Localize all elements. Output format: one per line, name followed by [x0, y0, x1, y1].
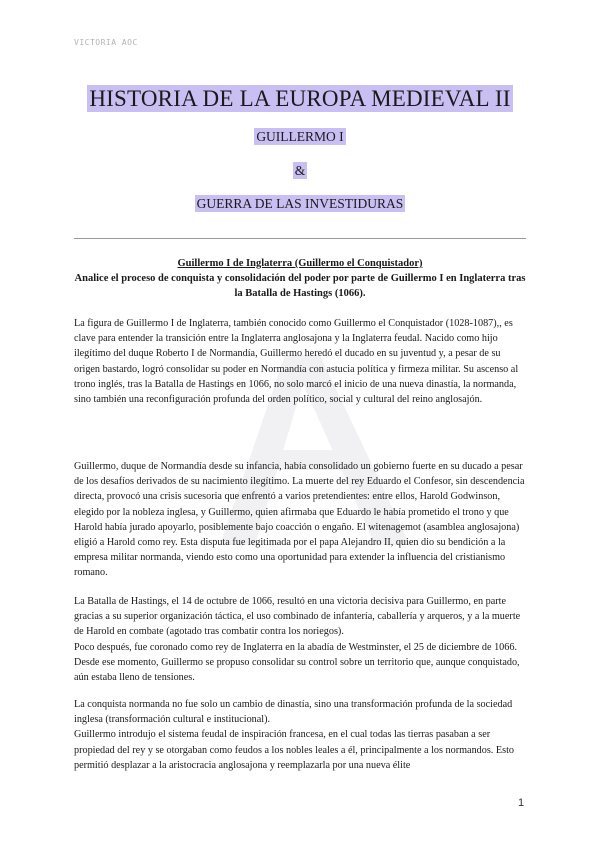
- paragraph-4b: Guillermo introdujo el sistema feudal de inspiración francesa, en el cual todas las tierras pasaban a ser propiedad del rey y se otorgaban como feudos a los nobles leales a él, principalmente a los normandos. Esto permitió desplazar a la aristocracia anglosajona y reemplazarla por una nueva élite: [74, 729, 515, 771]
- section-question: Analice el proceso de conquista y consolidación del poder por parte de Guillermo I en Inglaterra tras la Batalla de Hastings (1066).: [74, 273, 526, 299]
- author-tag: VICTORIA AOC: [74, 38, 138, 47]
- section-heading: [74, 256, 526, 301]
- subtitle-guillermo: GUILLERMO I: [256, 129, 344, 144]
- paragraph-3a: La Batalla de Hastings, el 14 de octubre de 1066, resultó en una victoria decisiva para Guillermo, en parte gracias a su superior organización táctica, el uso combinado de infantería, caballería y arqueros, y a la muerte de Harold en combate (agotado tras combatir contra los noriegos).: [74, 596, 521, 638]
- horizontal-divider: [74, 238, 526, 239]
- paragraph-4a: La conquista normanda no fue solo un cambio de dinastía, sino una transformación profunda de la sociedad inglesa (transformación cultural e institucional).: [74, 699, 513, 726]
- paragraph-2: Guillermo, duque de Normandía desde su infancia, había consolidado un gobierno fuerte en su ducado a pesar de los desafíos derivados de su nacimiento ilegítimo. La muerte del rey Eduardo el Confesor, sin descendencia directa, provocó una crisis sucesoria que enfrentó a varios pretendientes: entre ellos, Harold Godwinson, elegido por la nobleza inglesa, y Guillermo, quien afirmaba que Eduardo le había prometido el trono y que Harold había jurado apoyarlo, posiblemente bajo coacción o engaño. El witenagemot (asamblea anglosajona) eligió a Harold como rey. Esta disputa fue legitimada por el papa Alejandro II, quien dio su bendición a la empresa militar normanda, viendo esto como una oportunidad para extender la influencia del cristianismo romano.: [74, 461, 525, 579]
- paragraph-3: [74, 594, 526, 685]
- paragraph-3b: Poco después, fue coronado como rey de Inglaterra en la abadía de Westminster, el 25 de diciembre de 1066. Desde ese momento, Guillermo se propuso consolidar su control sobre un territorio que, aunque conquistado, aún estaba lleno de tensiones.: [74, 641, 520, 684]
- section-title: Guillermo I de Inglaterra (Guillermo el Conquistador): [177, 258, 423, 269]
- paragraph-1: La figura de Guillermo I de Inglaterra, también conocido como Guillermo el Conquistador (1028-1087),, es clave para entender la transición entre la Inglaterra anglosajona y la Inglaterra feudal. Nacido como hijo ilegítimo del duque Roberto I de Normandía, Guillermo heredó el ducado en su juventud y, a pesar de su origen bastardo, logró consolidar su poder en Normandía con astucia política y firmeza militar. Su ascenso al trono inglés, tras la Batalla de Hastings en 1066, no solo marcó el inicio de una nueva dinastía, la normanda, sino también una reconfiguración profunda del orden político, social y cultural del reino anglosajón.: [74, 318, 519, 406]
- document-title: HISTORIA DE LA EUROPA MEDIEVAL II: [89, 86, 511, 111]
- page-number: 1: [518, 797, 525, 809]
- paragraph-4: [74, 697, 526, 773]
- subtitle-ampersand: &: [294, 163, 306, 178]
- subtitle-investiduras: GUERRA DE LAS INVESTIDURAS: [196, 196, 404, 211]
